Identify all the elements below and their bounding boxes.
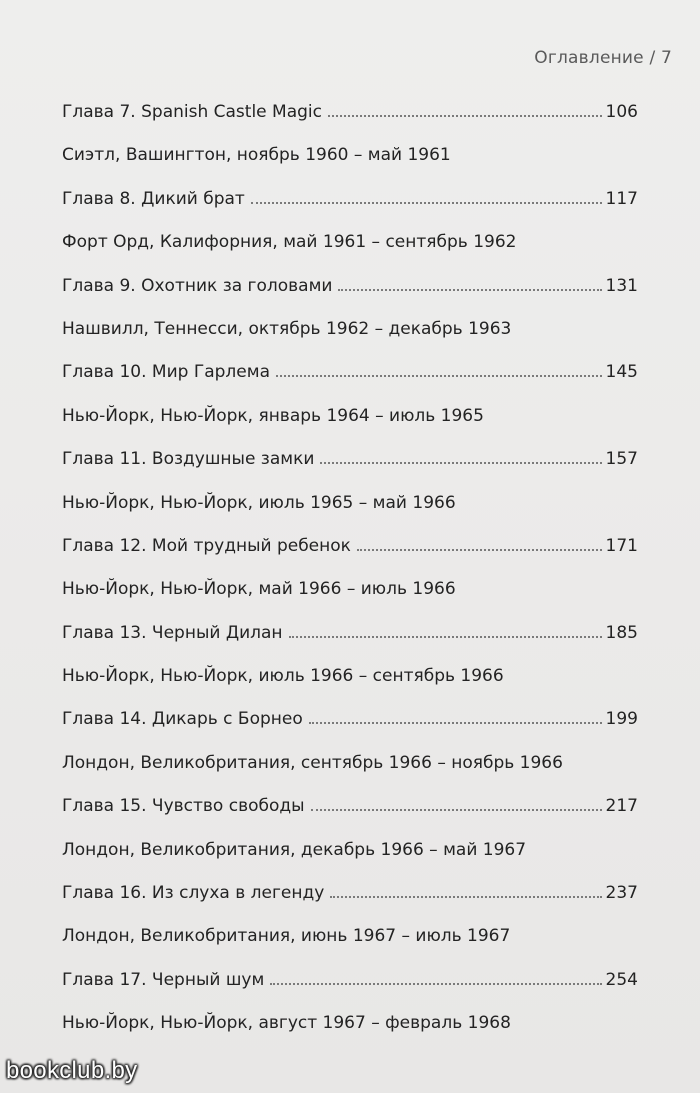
chapter-title: Глава 8. Дикий брат — [62, 188, 245, 209]
chapter-page-number: 131 — [605, 275, 638, 296]
toc-location-15 — [62, 836, 638, 879]
toc-location-10 — [62, 402, 638, 445]
chapter-page-number: 254 — [605, 969, 638, 990]
dot-leader — [357, 548, 602, 551]
chapter-page-number: 157 — [605, 449, 638, 470]
toc-chapter-10 — [62, 358, 638, 401]
chapter-location: Лондон, Великобритания, сентябрь 1966 – ноябрь 1966 — [62, 752, 563, 773]
chapter-title: Глава 15. Чувство свободы — [62, 796, 305, 817]
dot-leader — [311, 808, 602, 811]
chapter-location: Нью-Йорк, Нью-Йорк, июль 1965 – май 1966 — [62, 492, 456, 513]
toc-location-8 — [62, 228, 638, 271]
toc-chapter-16 — [62, 879, 638, 922]
dot-leader — [309, 721, 602, 724]
chapter-page-number: 237 — [605, 883, 638, 904]
chapter-location: Нью-Йорк, Нью-Йорк, май 1966 – июль 1966 — [62, 579, 456, 600]
chapter-page-number: 117 — [605, 188, 638, 209]
chapter-page-number: 217 — [605, 796, 638, 817]
chapter-title: Глава 16. Из слуха в легенду — [62, 883, 325, 904]
toc-location-11 — [62, 489, 638, 532]
dot-leader — [251, 201, 602, 204]
dot-leader — [270, 982, 601, 985]
chapter-location: Форт Орд, Калифорния, май 1961 – сентябрь 1962 — [62, 232, 517, 253]
chapter-location: Лондон, Великобритания, декабрь 1966 – май 1967 — [62, 839, 527, 860]
chapter-page-number: 145 — [605, 362, 638, 383]
dot-leader — [276, 374, 602, 377]
toc-location-7 — [62, 141, 638, 184]
toc-chapter-9 — [62, 272, 638, 315]
toc-location-9 — [62, 315, 638, 358]
chapter-title: Глава 17. Черный шум — [62, 969, 265, 990]
toc-chapter-17 — [62, 966, 638, 1009]
toc-chapter-7 — [62, 98, 638, 141]
toc-location-17 — [62, 1009, 638, 1052]
chapter-page-number: 171 — [605, 535, 638, 556]
chapter-title: Глава 13. Черный Дилан — [62, 622, 283, 643]
toc-chapter-14 — [62, 705, 638, 748]
toc-chapter-11 — [62, 445, 638, 488]
dot-leader — [328, 114, 602, 117]
chapter-title: Глава 10. Мир Гарлема — [62, 362, 270, 383]
chapter-page-number: 185 — [605, 622, 638, 643]
chapter-location: Нашвилл, Теннесси, октябрь 1962 – декабрь 1963 — [62, 318, 512, 339]
chapter-location: Сиэтл, Вашингтон, ноябрь 1960 – май 1961 — [62, 145, 451, 166]
chapter-title: Глава 14. Дикарь с Борнео — [62, 709, 303, 730]
toc-chapter-13 — [62, 619, 638, 662]
dot-leader — [289, 635, 602, 638]
toc-chapter-8 — [62, 185, 638, 228]
chapter-location: Лондон, Великобритания, июнь 1967 – июль 1967 — [62, 926, 511, 947]
toc-chapter-15 — [62, 792, 638, 835]
chapter-location: Нью-Йорк, Нью-Йорк, август 1967 – февраль 1968 — [62, 1013, 511, 1034]
chapter-location: Нью-Йорк, Нью-Йорк, январь 1964 – июль 1965 — [62, 405, 484, 426]
chapter-title: Глава 7. Spanish Castle Magic — [62, 102, 322, 122]
chapter-location: Нью-Йорк, Нью-Йорк, июль 1966 – сентябрь 1966 — [62, 666, 504, 687]
chapter-title: Глава 12. Мой трудный ребенок — [62, 535, 351, 556]
toc-chapter-12 — [62, 532, 638, 575]
chapter-page-number: 199 — [605, 709, 638, 730]
toc-location-12 — [62, 575, 638, 618]
dot-leader — [320, 461, 601, 464]
watermark-logo: bookclub.by — [6, 1057, 138, 1084]
chapter-title: Глава 11. Воздушные замки — [62, 449, 315, 470]
table-of-contents — [62, 98, 638, 1053]
running-header: Оглавление / 7 — [534, 48, 672, 68]
chapter-title: Глава 9. Охотник за головами — [62, 275, 333, 296]
toc-location-16 — [62, 922, 638, 965]
toc-location-14 — [62, 749, 638, 792]
toc-location-13 — [62, 662, 638, 705]
dot-leader — [330, 895, 601, 898]
chapter-page-number: 106 — [605, 102, 638, 122]
dot-leader — [338, 288, 601, 291]
